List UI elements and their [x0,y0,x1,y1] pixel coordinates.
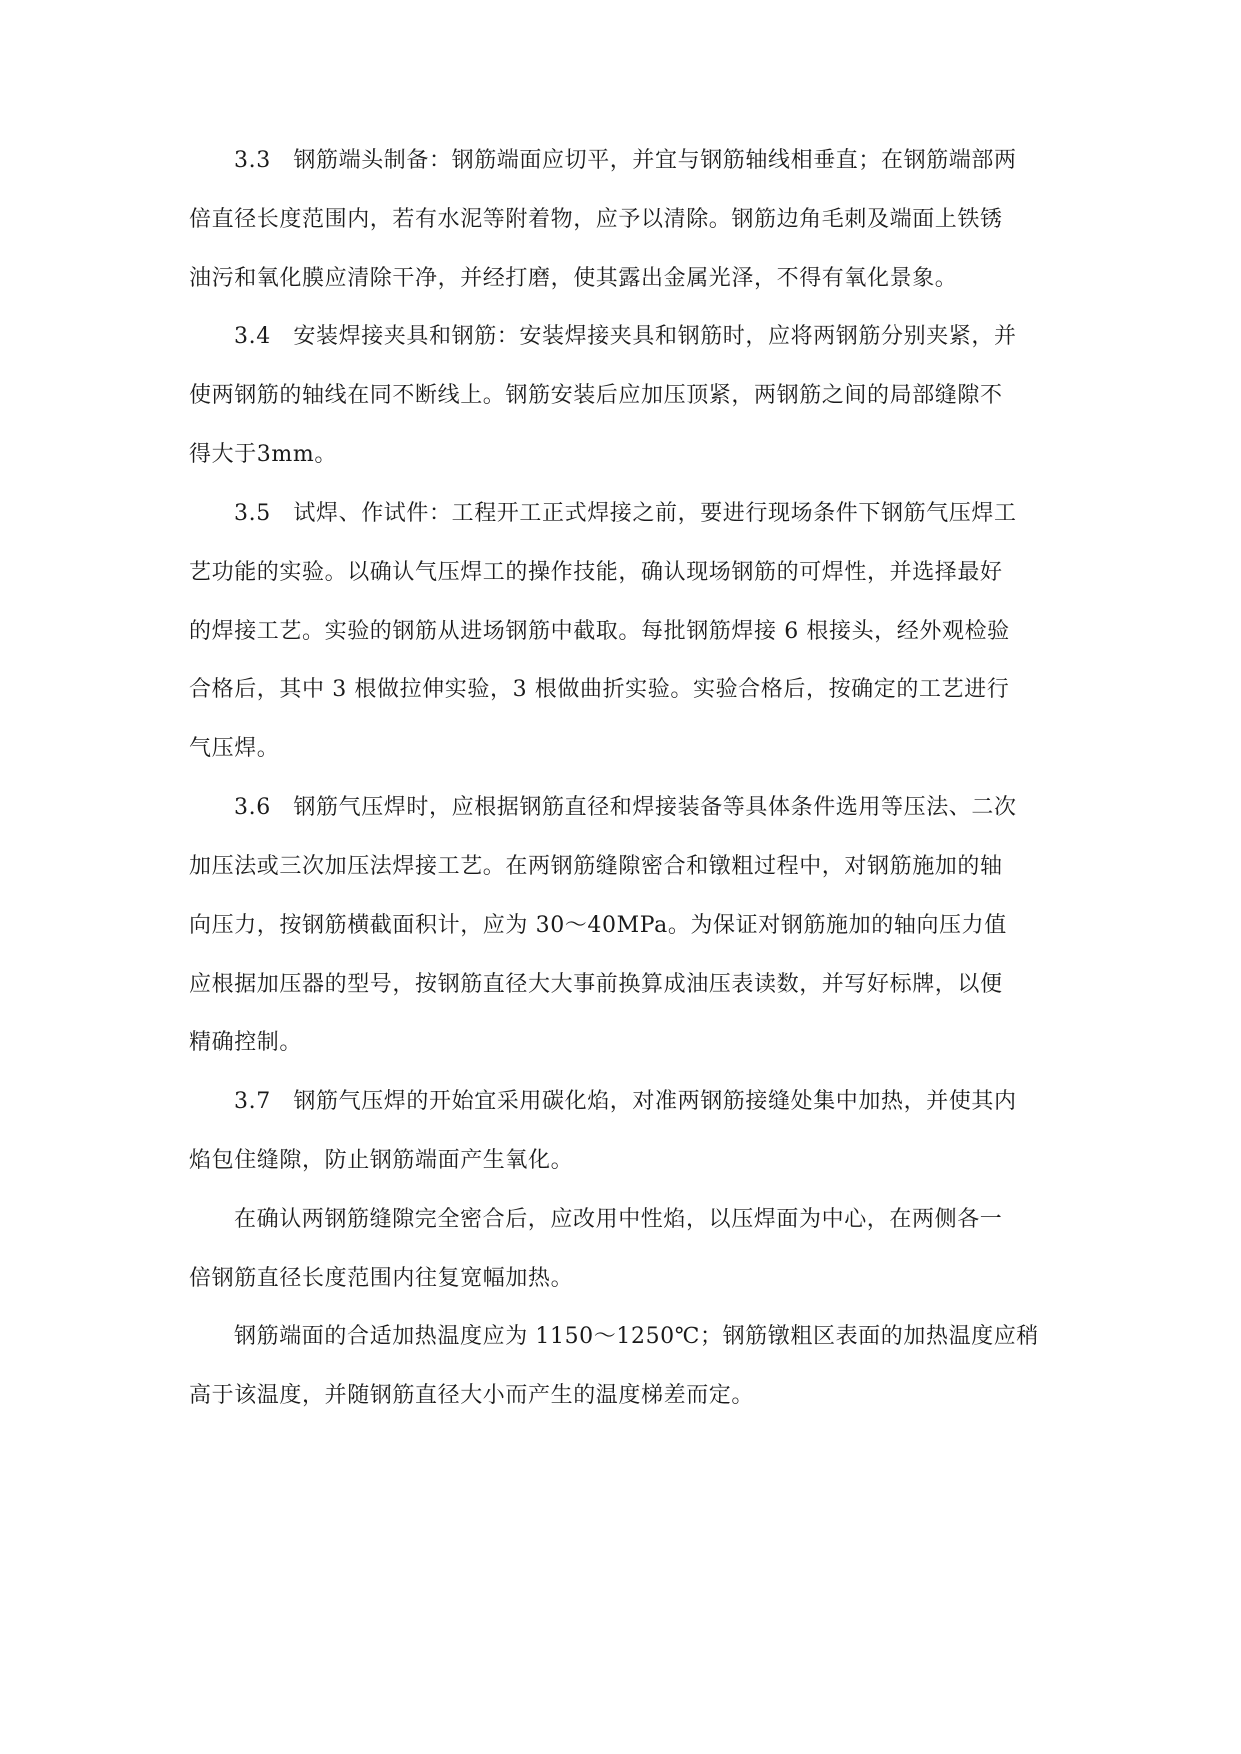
text-line: 在确认两钢筋缝隙完全密合后，应改用中性焰，以压焊面为中心，在两侧各一 [234,1207,1003,1232]
text-line: 的焊接工艺。实验的钢筋从进场钢筋中截取。每批钢筋焊接 6 根接头，经外观检验 [189,619,1010,644]
text-line: 使两钢筋的轴线在同不断线上。钢筋安装后应加压顶紧，两钢筋之间的局部缝隙不 [189,383,1003,408]
text-line: 高于该温度，并随钢筋直径大小而产生的温度梯差而定。 [189,1383,755,1408]
text-line: 加压法或三次加压法焊接工艺。在两钢筋缝隙密合和镦粗过程中，对钢筋施加的轴 [189,854,1003,879]
text-line: 倍钢筋直径长度范围内往复宽幅加热。 [189,1266,574,1291]
text-line: 油污和氧化膜应清除干净，并经打磨，使其露出金属光泽，不得有氧化景象。 [189,266,958,291]
text-line: 3.5 试焊、作试件：工程开工正式焊接之前，要进行现场条件下钢筋气压焊工 [234,501,1017,526]
text-line: 应根据加压器的型号，按钢筋直径大大事前换算成油压表读数，并写好标牌，以便 [189,972,1003,997]
text-line: 焰包住缝隙，防止钢筋端面产生氧化。 [189,1148,574,1173]
text-line: 3.3 钢筋端头制备：钢筋端面应切平，并宜与钢筋轴线相垂直；在钢筋端部两 [234,148,1017,173]
text-line: 精确控制。 [189,1030,303,1055]
text-line: 得大于3mm。 [189,442,337,467]
text-line: 合格后，其中 3 根做拉伸实验，3 根做曲折实验。实验合格后，按确定的工艺进行 [189,677,1010,702]
text-line: 钢筋端面的合适加热温度应为 1150～1250℃；钢筋镦粗区表面的加热温度应稍 [234,1324,1039,1349]
text-line: 3.4 安装焊接夹具和钢筋：安装焊接夹具和钢筋时，应将两钢筋分别夹紧，并 [234,324,1017,349]
text-line: 倍直径长度范围内，若有水泥等附着物，应予以清除。钢筋边角毛刺及端面上铁锈 [189,207,1003,232]
text-line: 气压焊。 [189,736,280,761]
text-line: 3.7 钢筋气压焊的开始宜采用碳化焰，对准两钢筋接缝处集中加热，并使其内 [234,1089,1017,1114]
text-line: 3.6 钢筋气压焊时，应根据钢筋直径和焊接装备等具体条件选用等压法、二次 [234,795,1017,820]
text-line: 向压力，按钢筋横截面积计，应为 30～40MPa。为保证对钢筋施加的轴向压力值 [189,913,1007,938]
text-line: 艺功能的实验。以确认气压焊工的操作技能，确认现场钢筋的可焊性，并选择最好 [189,560,1003,585]
